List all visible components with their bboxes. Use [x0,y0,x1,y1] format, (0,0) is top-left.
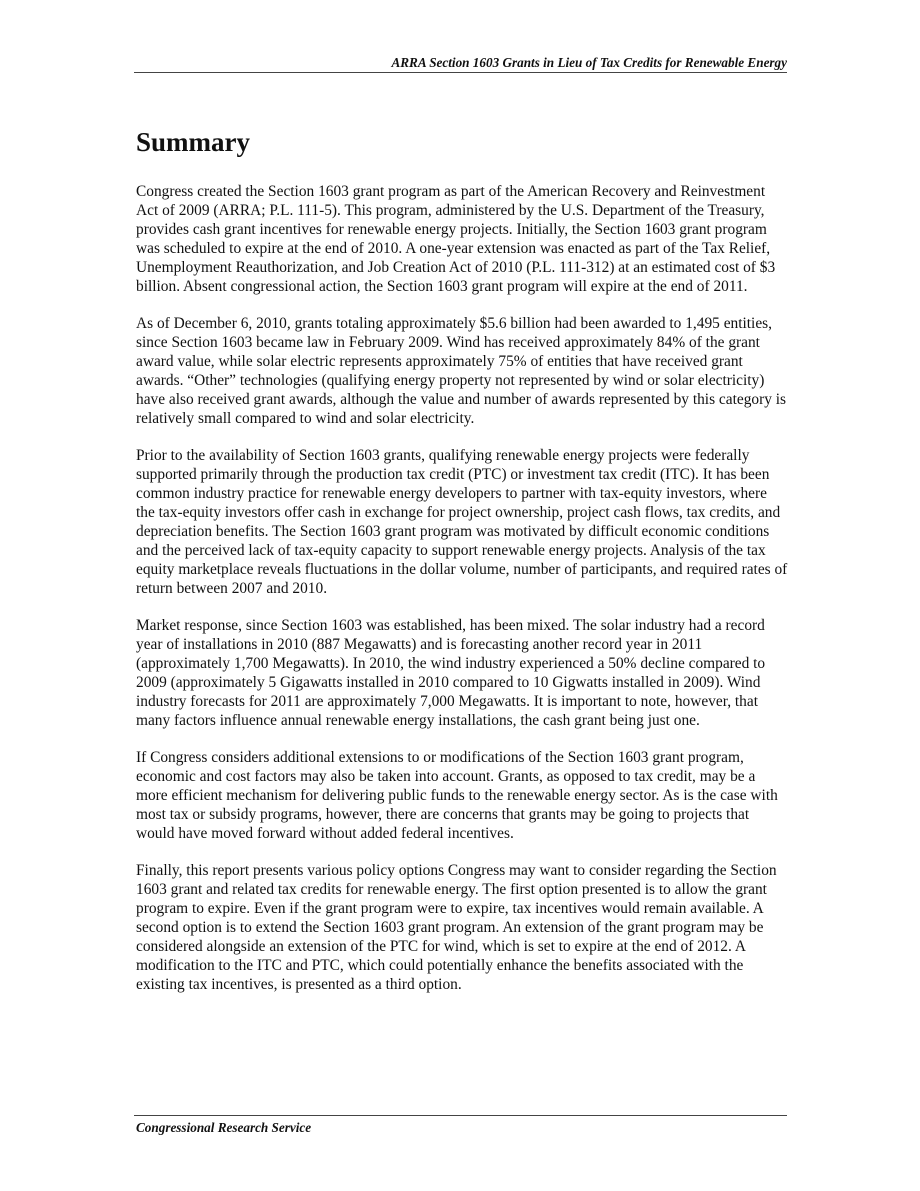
running-footer-organization: Congressional Research Service [136,1120,312,1135]
paragraph-2: As of December 6, 2010, grants totaling approximately $5.6 billion had been awarded to 1,495 entities, since Section 1603 became law in February 2009. Wind has received approximately 84% of the grant award value, while solar electric represents approximately 75% of entities that have received grant awards. “Other” technologies (qualifying energy property not represented by wind or solar electricity) have also received grant awards, although the value and number of awards represented by this category is relatively small compared to wind and solar electricity. [136,315,787,427]
paragraph-6: Finally, this report presents various policy options Congress may want to consider regarding the Section 1603 grant and related tax credits for renewable energy. The first option presented is to allow the grant program to expire. Even if the grant program were to expire, tax incentives would remain available. A second option is to extend the Section 1603 grant program. An extension of the grant program may be considered alongside an extension of the PTC for wind, which is set to expire at the end of 2012. A modification to the ITC and PTC, which could potentially enhance the benefits associated with the existing tax incentives, is presented as a third option. [136,862,777,993]
paragraph-5: If Congress considers additional extensions to or modifications of the Section 1603 grant program, economic and cost factors may also be taken into account. Grants, as opposed to tax credit, may be a more efficient mechanism for delivering public funds to the renewable energy sector. As is the case with most tax or subsidy programs, however, there are concerns that grants may be going to projects that would have moved forward without added federal incentives. [136,749,778,842]
section-title: Summary [136,127,250,157]
header-divider [134,72,787,73]
footer-divider [134,1115,787,1116]
paragraph-3: Prior to the availability of Section 1603 grants, qualifying renewable energy projects were federally supported primarily through the production tax credit (PTC) or investment tax credit (ITC). It has been common industry practice for renewable energy developers to partner with tax-equity investors, where the tax-equity investors offer cash in exchange for project ownership, project cash flows, tax credits, and depreciation benefits. The Section 1603 grant program was motivated by difficult economic conditions and the perceived lack of tax-equity capacity to support renewable energy projects. Analysis of the tax equity marketplace reveals fluctuations in the dollar volume, number of participants, and required rates of return between 2007 and 2010. [136,447,788,597]
paragraph-4: Market response, since Section 1603 was established, has been mixed. The solar industry had a record year of installations in 2010 (887 Megawatts) and is forecasting another record year in 2011 (approximately 1,700 Megawatts). In 2010, the wind industry experienced a 50% decline compared to 2009 (approximately 5 Gigawatts installed in 2010 compared to 10 Gigwatts installed in 2009). Wind industry forecasts for 2011 are approximately 7,000 Megawatts. It is important to note, however, that many factors influence annual renewable energy installations, the cash grant being just one. [136,617,766,729]
running-header-title: ARRA Section 1603 Grants in Lieu of Tax Credits for Renewable Energy [391,55,787,70]
paragraph-1: Congress created the Section 1603 grant program as part of the American Recovery and Reinvestment Act of 2009 (ARRA; P.L. 111-5). This program, administered by the U.S. Department of the Treasury, provides cash grant incentives for renewable energy projects. Initially, the Section 1603 grant program was scheduled to expire at the end of 2010. A one-year extension was enacted as part of the Tax Relief, Unemployment Reauthorization, and Job Creation Act of 2010 (P.L. 111-312) at an estimated cost of $3 billion. Absent congressional action, the Section 1603 grant program will expire at the end of 2011. [136,183,776,295]
summary-section [136,122,788,1012]
